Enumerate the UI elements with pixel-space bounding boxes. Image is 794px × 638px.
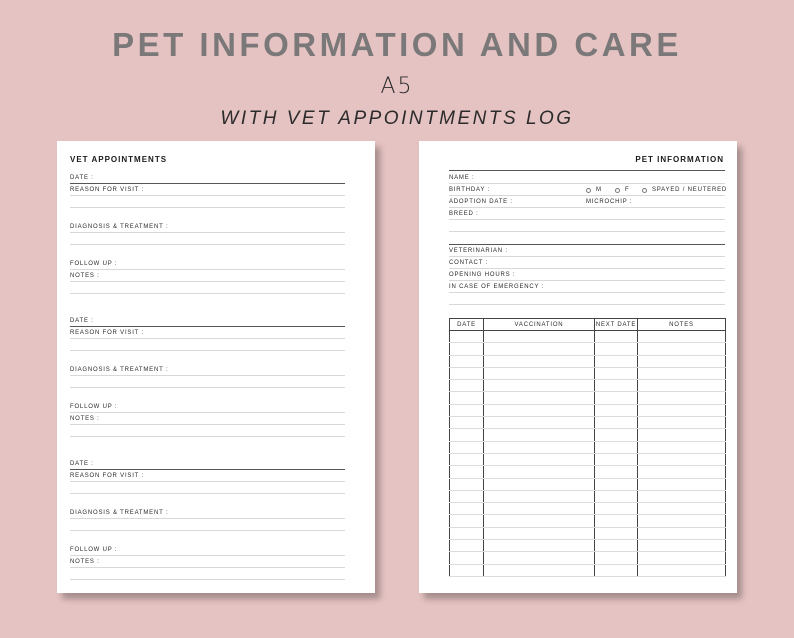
table-cell[interactable] <box>638 404 726 416</box>
table-cell[interactable] <box>638 552 726 564</box>
emergency-extra-line[interactable] <box>449 304 725 305</box>
diagnosis-line-3[interactable] <box>70 518 345 519</box>
notes-line-2[interactable] <box>70 424 345 425</box>
notes-line-1[interactable] <box>70 281 345 282</box>
table-cell[interactable] <box>450 490 484 502</box>
table-cell[interactable] <box>484 503 595 515</box>
table-cell[interactable] <box>595 527 638 539</box>
reason-line-2[interactable] <box>70 338 345 339</box>
reason-line-3[interactable] <box>70 481 345 482</box>
table-row <box>450 490 726 502</box>
table-cell[interactable] <box>484 392 595 404</box>
table-cell[interactable] <box>450 355 484 367</box>
table-cell[interactable] <box>450 380 484 392</box>
vet-appointments-page <box>57 141 375 593</box>
diagnosis-line-1b[interactable] <box>70 244 345 245</box>
table-cell[interactable] <box>638 490 726 502</box>
reason-line-2b[interactable] <box>70 350 345 351</box>
table-cell[interactable] <box>638 503 726 515</box>
table-row <box>450 392 726 404</box>
table-cell[interactable] <box>484 417 595 429</box>
follow-up-line-1[interactable] <box>70 269 345 270</box>
table-cell[interactable] <box>595 367 638 379</box>
table-cell[interactable] <box>450 417 484 429</box>
table-cell[interactable] <box>484 404 595 416</box>
date-label-2: DATE : <box>70 318 94 324</box>
table-cell[interactable] <box>484 429 595 441</box>
follow-up-line-3[interactable] <box>70 555 345 556</box>
table-cell[interactable] <box>595 429 638 441</box>
spayed-neutered-label: SPAYED / NEUTERED <box>652 187 728 193</box>
diagnosis-label-2: DIAGNOSIS & TREATMENT : <box>70 367 169 373</box>
table-cell[interactable] <box>450 540 484 552</box>
table-cell[interactable] <box>595 441 638 453</box>
table-cell[interactable] <box>484 367 595 379</box>
opening-hours-field-label: OPENING HOURS : <box>449 272 516 278</box>
notes-line-3b[interactable] <box>70 579 345 580</box>
reason-line-3b[interactable] <box>70 493 345 494</box>
table-cell[interactable] <box>638 429 726 441</box>
adoption-line[interactable] <box>449 207 725 208</box>
table-row <box>450 527 726 539</box>
table-cell[interactable] <box>638 527 726 539</box>
table-row <box>450 503 726 515</box>
table-cell[interactable] <box>638 466 726 478</box>
diagnosis-line-2b[interactable] <box>70 387 345 388</box>
veterinarian-line[interactable] <box>449 256 725 257</box>
table-cell[interactable] <box>638 564 726 576</box>
date-label-3: DATE : <box>70 461 94 467</box>
radio-m-icon <box>586 188 591 193</box>
table-cell[interactable] <box>450 367 484 379</box>
follow-up-label-3: FOLLOW UP : <box>70 547 118 553</box>
table-cell[interactable] <box>595 380 638 392</box>
follow-up-label-1: FOLLOW UP : <box>70 261 118 267</box>
notes-line-2b[interactable] <box>70 436 345 437</box>
table-cell[interactable] <box>450 429 484 441</box>
breed-line[interactable] <box>449 219 725 220</box>
table-row <box>450 404 726 416</box>
table-row <box>450 380 726 392</box>
table-row <box>450 343 726 355</box>
emergency-field-label: IN CASE OF EMERGENCY : <box>449 284 545 290</box>
table-cell[interactable] <box>638 392 726 404</box>
table-cell[interactable] <box>450 343 484 355</box>
table-cell[interactable] <box>638 355 726 367</box>
table-cell[interactable] <box>450 527 484 539</box>
table-row <box>450 564 726 576</box>
table-cell[interactable] <box>595 331 638 343</box>
table-cell[interactable] <box>450 441 484 453</box>
table-cell[interactable] <box>484 552 595 564</box>
table-cell[interactable] <box>595 540 638 552</box>
table-cell[interactable] <box>595 515 638 527</box>
table-cell[interactable] <box>484 515 595 527</box>
column-header-vaccination: VACCINATION <box>484 319 595 331</box>
sex-f-option[interactable] <box>615 187 629 193</box>
contact-field-label: CONTACT : <box>449 260 488 266</box>
table-cell[interactable] <box>595 355 638 367</box>
contact-line[interactable] <box>449 268 725 269</box>
table-row <box>450 466 726 478</box>
table-cell[interactable] <box>450 453 484 465</box>
emergency-line[interactable] <box>449 292 725 293</box>
table-cell[interactable] <box>595 466 638 478</box>
table-row <box>450 429 726 441</box>
follow-up-label-2: FOLLOW UP : <box>70 404 118 410</box>
table-cell[interactable] <box>638 367 726 379</box>
sex-m-option[interactable] <box>586 187 602 193</box>
table-cell[interactable] <box>484 380 595 392</box>
table-row <box>450 355 726 367</box>
table-row <box>450 453 726 465</box>
size-label: A5 <box>380 74 414 99</box>
diagnosis-label-3: DIAGNOSIS & TREATMENT : <box>70 510 169 516</box>
table-row <box>450 367 726 379</box>
breed-extra-line[interactable] <box>449 231 725 232</box>
sex-m-label: M <box>596 187 602 193</box>
table-cell[interactable] <box>450 331 484 343</box>
follow-up-line-2[interactable] <box>70 412 345 413</box>
opening-hours-line[interactable] <box>449 280 725 281</box>
notes-label-1: NOTES : <box>70 273 100 279</box>
notes-line-3[interactable] <box>70 567 345 568</box>
sex-f-label: F <box>625 187 630 193</box>
table-cell[interactable] <box>595 453 638 465</box>
table-cell[interactable] <box>595 417 638 429</box>
vet-section-rule <box>449 244 725 245</box>
table-row <box>450 515 726 527</box>
date-rule-2[interactable] <box>70 326 345 327</box>
table-cell[interactable] <box>484 331 595 343</box>
notes-label-2: NOTES : <box>70 416 100 422</box>
reason-label-3: REASON FOR VISIT : <box>70 473 144 479</box>
table-cell[interactable] <box>484 564 595 576</box>
table-cell[interactable] <box>638 331 726 343</box>
column-header-date: DATE <box>450 319 484 331</box>
table-row <box>450 331 726 343</box>
microchip-field-label: MICROCHIP : <box>586 199 633 205</box>
date-rule-1[interactable] <box>70 183 345 184</box>
reason-label-1: REASON FOR VISIT : <box>70 187 144 193</box>
table-cell[interactable] <box>595 343 638 355</box>
veterinarian-field-label: VETERINARIAN : <box>449 248 508 254</box>
table-cell[interactable] <box>638 453 726 465</box>
birthday-line[interactable] <box>449 195 725 196</box>
date-rule-3[interactable] <box>70 469 345 470</box>
diagnosis-line-1[interactable] <box>70 232 345 233</box>
table-cell[interactable] <box>638 478 726 490</box>
table-cell[interactable] <box>595 503 638 515</box>
table-cell[interactable] <box>450 564 484 576</box>
table-row <box>450 441 726 453</box>
table-row <box>450 540 726 552</box>
table-cell[interactable] <box>484 441 595 453</box>
column-header-next-date: NEXT DATE <box>595 319 638 331</box>
table-cell[interactable] <box>484 527 595 539</box>
page-title: PET INFORMATION AND CARE <box>112 26 682 63</box>
table-cell[interactable] <box>484 478 595 490</box>
table-cell[interactable] <box>484 466 595 478</box>
column-header-notes: NOTES <box>638 319 726 331</box>
table-cell[interactable] <box>638 343 726 355</box>
table-cell[interactable] <box>450 392 484 404</box>
table-cell[interactable] <box>638 380 726 392</box>
table-cell[interactable] <box>638 540 726 552</box>
table-cell[interactable] <box>638 515 726 527</box>
table-cell[interactable] <box>450 515 484 527</box>
table-cell[interactable] <box>595 478 638 490</box>
table-cell[interactable] <box>484 490 595 502</box>
birthday-field-label: BIRTHDAY : <box>449 187 491 193</box>
diagnosis-line-2[interactable] <box>70 375 345 376</box>
table-cell[interactable] <box>450 552 484 564</box>
name-line[interactable] <box>449 183 725 184</box>
notes-line-1b[interactable] <box>70 293 345 294</box>
table-cell[interactable] <box>484 355 595 367</box>
reason-label-2: REASON FOR VISIT : <box>70 330 144 336</box>
table-cell[interactable] <box>595 404 638 416</box>
diagnosis-label-1: DIAGNOSIS & TREATMENT : <box>70 224 169 230</box>
notes-label-3: NOTES : <box>70 559 100 565</box>
name-field-label: NAME : <box>449 175 475 181</box>
vet-appointments-heading: VET APPOINTMENTS <box>70 155 168 164</box>
table-cell[interactable] <box>484 540 595 552</box>
reason-line-1b[interactable] <box>70 207 345 208</box>
diagnosis-line-3b[interactable] <box>70 530 345 531</box>
table-cell[interactable] <box>484 453 595 465</box>
radio-f-icon <box>615 188 620 193</box>
table-cell[interactable] <box>595 564 638 576</box>
page-subtitle: WITH VET APPOINTMENTS LOG <box>220 108 574 129</box>
table-row <box>450 478 726 490</box>
heading-rule <box>449 170 725 171</box>
table-cell[interactable] <box>595 490 638 502</box>
radio-spayed-icon <box>642 188 647 193</box>
vaccination-table-header <box>450 319 726 331</box>
table-row <box>450 417 726 429</box>
table-cell[interactable] <box>638 417 726 429</box>
table-cell[interactable] <box>450 404 484 416</box>
table-cell[interactable] <box>450 503 484 515</box>
reason-line-1[interactable] <box>70 195 345 196</box>
table-cell[interactable] <box>450 466 484 478</box>
table-cell[interactable] <box>595 552 638 564</box>
table-cell[interactable] <box>638 441 726 453</box>
spayed-neutered-option[interactable] <box>642 187 727 193</box>
breed-field-label: BREED : <box>449 211 479 217</box>
table-cell[interactable] <box>450 478 484 490</box>
pet-information-page <box>419 141 737 593</box>
date-label-1: DATE : <box>70 175 94 181</box>
vaccination-table <box>449 318 726 577</box>
pet-information-heading: PET INFORMATION <box>635 155 724 164</box>
table-cell[interactable] <box>595 392 638 404</box>
table-row <box>450 552 726 564</box>
adoption-date-field-label: ADOPTION DATE : <box>449 199 513 205</box>
table-cell[interactable] <box>484 343 595 355</box>
